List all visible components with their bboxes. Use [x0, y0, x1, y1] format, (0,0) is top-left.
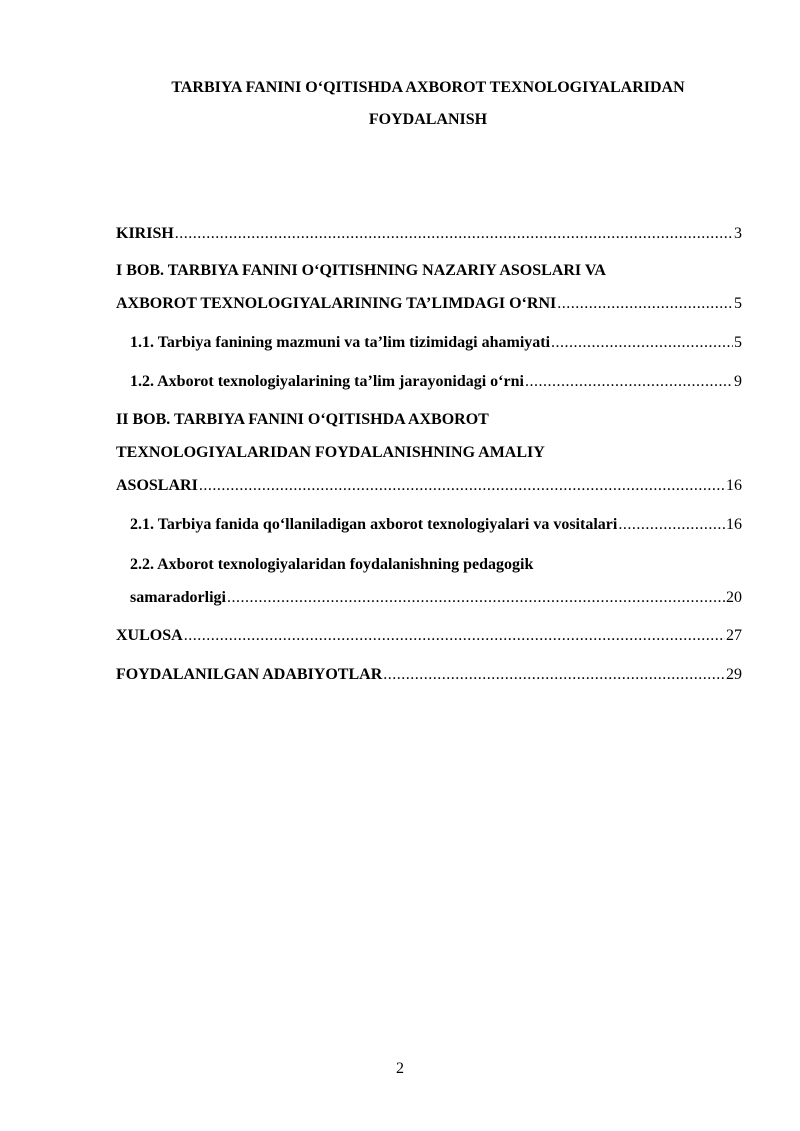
- toc-entry-title-continued: TEXNOLOGIYALARIDAN FOYDALANISHNING AMALIY: [116, 444, 545, 461]
- toc-entry-title: 1.2. Axborot texnologiyalarining ta’lim jarayonidagi o‘rni: [130, 373, 524, 390]
- toc-dot-leader: [199, 478, 725, 494]
- toc-entry-title-continued: AXBOROT TEXNOLOGIYALARINING TA’LIMDAGI O‘RNI: [116, 295, 557, 312]
- toc-page-number: 9: [734, 373, 742, 390]
- toc-entry-title: I BOB. TARBIYA FANINI O‘QITISHNING NAZARIY ASOSLARI VA: [116, 262, 606, 279]
- toc-dot-leader: [525, 374, 733, 390]
- toc-dot-leader: [551, 335, 733, 351]
- toc-entry-title: XULOSA: [116, 627, 183, 644]
- toc-entry-title: 2.1. Tarbiya fanida qo‘llaniladigan axborot texnologiyalari va vositalari: [130, 516, 618, 533]
- toc-dot-leader: [383, 667, 725, 683]
- toc-page-number: 29: [726, 666, 742, 683]
- document-title-line-1: TARBIYA FANINI O‘QITISHDA AXBOROT TEXNOLOGIYALARIDAN: [171, 79, 685, 96]
- toc-entry-title: II BOB. TARBIYA FANINI O‘QITISHDA AXBOROT: [116, 411, 489, 428]
- toc-dot-leader: [184, 628, 725, 644]
- toc-page-number: 5: [734, 334, 742, 351]
- toc-entry-title: FOYDALANILGAN ADABIYOTLAR: [116, 666, 383, 683]
- toc-dot-leader: [618, 517, 725, 533]
- toc-entry-title: 1.1. Tarbiya fanining mazmuni va ta’lim tizimidagi ahamiyati: [130, 334, 551, 351]
- toc-entry-title: 2.2. Axborot texnologiyalaridan foydalanishning pedagogik: [130, 556, 534, 573]
- toc-dot-leader: [227, 590, 725, 606]
- toc-page-number: 16: [726, 477, 742, 494]
- toc-page-number: 16: [726, 516, 742, 533]
- toc-page-number: 5: [734, 295, 742, 312]
- toc-entry-title: KIRISH: [116, 225, 174, 242]
- toc-page-number: 3: [734, 225, 742, 242]
- toc-dot-leader: [175, 226, 733, 242]
- toc-dot-leader: [557, 296, 733, 312]
- toc-entry-title-continued: samaradorligi: [130, 589, 226, 606]
- toc-entry-title-continued: ASOSLARI: [116, 477, 198, 494]
- document-title-line-2: FOYDALANISH: [368, 111, 488, 128]
- toc-page-number: 20: [726, 589, 742, 606]
- page-number: 2: [396, 1060, 404, 1077]
- toc-page-number: 27: [726, 627, 742, 644]
